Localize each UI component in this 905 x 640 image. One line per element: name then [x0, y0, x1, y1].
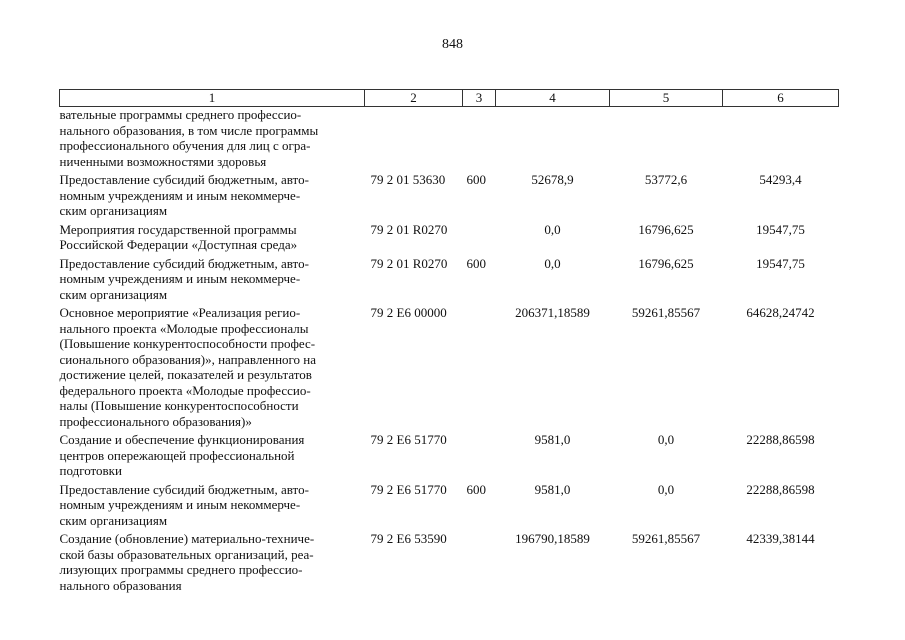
description-line: ниченными возможностями здоровья	[59, 153, 267, 169]
row-value-col4: 196790,18589	[515, 531, 590, 546]
row-code: 79 2 Е6 51770	[370, 432, 447, 447]
row-description	[60, 253, 365, 303]
row-value-col4: 52678,9	[531, 172, 574, 187]
row-value-col6: 42339,38144	[746, 531, 815, 546]
table-row	[60, 219, 839, 253]
table-row	[60, 429, 839, 479]
column-header: 4	[496, 90, 610, 107]
description-line: Предоставление субсидий бюджетным, авто-	[59, 255, 309, 271]
row-value-col5: 59261,85567	[631, 305, 701, 320]
row-value-col4: 9581,0	[534, 481, 571, 497]
row-value-col6	[723, 107, 839, 170]
description-line: (Повышение конкурентоспособности профес-	[59, 336, 316, 351]
description-line: Российской Федерации «Доступная среда»	[59, 237, 298, 252]
row-value-col6: 54293,4	[759, 172, 802, 187]
description-line: номным учреждениям и иным некоммерче-	[59, 497, 301, 512]
budget-table	[59, 89, 839, 593]
description-line: нального образования, в том числе программы	[59, 122, 319, 138]
column-header: 2	[365, 90, 463, 107]
table-row	[60, 253, 839, 303]
row-value-col4: 9581,0	[534, 432, 571, 447]
table-row	[60, 107, 839, 170]
row-code: 79 2 01 53630	[370, 172, 446, 187]
row-value-col6: 22288,86598	[746, 481, 815, 497]
row-expense-type: 600	[466, 255, 486, 271]
row-value-col5: 0,0	[657, 432, 675, 447]
row-description	[60, 302, 365, 429]
row-code: 79 2 Е6 51770	[370, 481, 447, 497]
description-line: Предоставление субсидий бюджетным, авто-	[59, 481, 309, 497]
row-value-col6: 19547,75	[756, 221, 805, 237]
row-code	[365, 107, 463, 170]
description-line: подготовки	[59, 463, 122, 478]
description-line: достижение целей, показателей и результатов	[59, 367, 312, 382]
table-row	[60, 169, 839, 219]
table-row	[60, 479, 839, 529]
row-expense-type	[463, 429, 496, 479]
description-line: нального проекта «Молодые профессионалы	[59, 320, 309, 336]
row-value-col5: 53772,6	[644, 172, 688, 187]
row-expense-type	[463, 528, 496, 593]
row-value-col4	[496, 107, 610, 170]
description-line: Мероприятия государственной программы	[59, 221, 297, 237]
description-line: номным учреждениям и иным некоммерче-	[59, 271, 301, 286]
row-description	[60, 169, 365, 219]
table-header-row	[60, 90, 839, 107]
row-value-col6: 64628,24742	[746, 305, 815, 320]
row-value-col5: 16796,625	[638, 255, 694, 271]
description-line: ским организациям	[59, 512, 168, 528]
page-number: 848	[442, 37, 463, 52]
row-expense-type	[463, 219, 496, 253]
description-line: Предоставление субсидий бюджетным, авто-	[59, 172, 309, 187]
row-value-col5: 59261,85567	[631, 531, 701, 546]
description-line: ским организациям	[59, 286, 168, 302]
description-line: ской базы образовательных организаций, реа-	[59, 546, 314, 562]
description-line: сионального образования)», направленного на	[59, 351, 317, 367]
table-row	[60, 528, 839, 593]
row-value-col5: 16796,625	[638, 221, 694, 237]
row-expense-type: 600	[466, 481, 486, 497]
description-line: Основное мероприятие «Реализация регио-	[59, 305, 301, 320]
row-description	[60, 107, 365, 170]
row-description	[60, 528, 365, 593]
description-line: Создание и обеспечение функционирования	[59, 432, 305, 447]
table-row	[60, 302, 839, 429]
row-code: 79 2 01 R0270	[370, 221, 448, 237]
description-line: Создание (обновление) материально-техниче-	[59, 531, 315, 546]
description-line: номным учреждениям и иным некоммерче-	[59, 187, 301, 203]
row-value-col4: 0,0	[544, 221, 561, 237]
row-value-col4: 0,0	[544, 255, 561, 271]
description-line: вательные программы среднего профессио-	[59, 107, 302, 122]
description-line: центров опережающей профессиональной	[59, 447, 295, 463]
column-header: 1	[60, 90, 365, 107]
row-code: 79 2 Е6 00000	[370, 305, 447, 320]
column-header: 3	[463, 90, 496, 107]
description-line: налы (Повышение конкурентоспособности	[59, 398, 299, 413]
row-expense-type	[463, 302, 496, 429]
description-line: профессионального обучения для лиц с огра-	[59, 138, 311, 153]
row-value-col4: 206371,18589	[515, 305, 590, 320]
table-body	[60, 107, 839, 594]
description-line: ским организациям	[59, 203, 168, 218]
row-code: 79 2 Е6 53590	[370, 531, 447, 546]
column-header: 6	[723, 90, 839, 107]
row-description	[60, 429, 365, 479]
description-line: федерального проекта «Молодые профессио-	[59, 382, 311, 398]
row-value-col6: 19547,75	[756, 255, 805, 271]
column-header: 5	[610, 90, 723, 107]
row-description	[60, 219, 365, 253]
row-description	[60, 479, 365, 529]
row-code: 79 2 01 R0270	[370, 255, 448, 271]
row-value-col6: 22288,86598	[746, 432, 815, 447]
row-value-col5: 0,0	[657, 481, 675, 497]
description-line: лизующих программы среднего профессио-	[59, 562, 303, 577]
row-expense-type: 600	[466, 172, 486, 187]
description-line: нального образования	[59, 577, 182, 593]
row-expense-type	[463, 107, 496, 170]
row-value-col5	[610, 107, 723, 170]
description-line: профессионального образования)»	[59, 413, 252, 429]
